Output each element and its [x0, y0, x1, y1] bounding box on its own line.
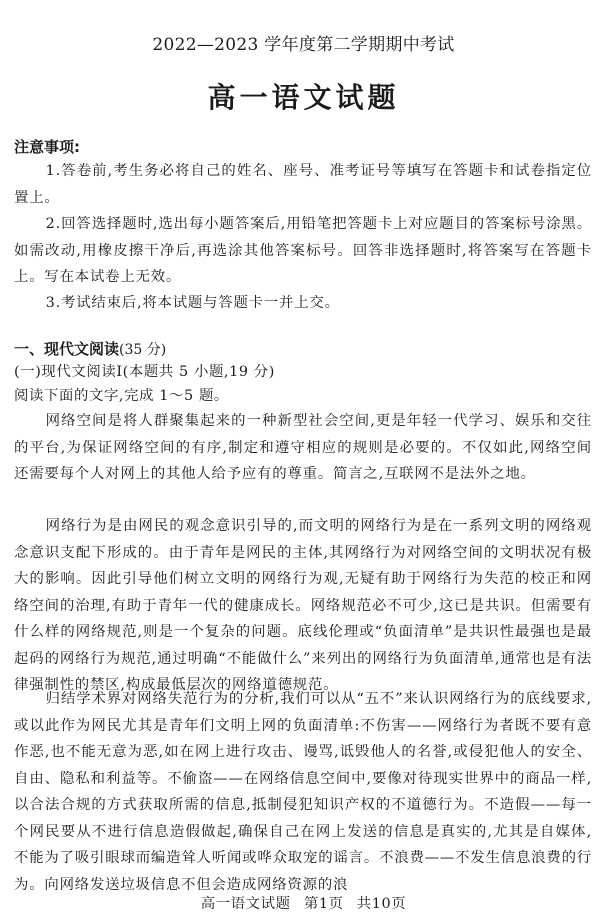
- notice-heading: 注意事项:: [14, 138, 80, 156]
- notice-item-2: 2.回答选择题时,选出每小题答案后,用铅笔把答题卡上对应题目的答案标号涂黑。如需改动,用橡皮擦干净后,再选涂其他答案标号。回答非选择题时,将答案写在答题卡上。写在本试卷上无效。: [14, 216, 592, 285]
- subsection-heading: (一)现代文阅读Ⅰ(本题共 5 小题,19 分): [14, 364, 275, 380]
- footer-subject: 高一语文试题: [200, 896, 291, 912]
- footer-page-number: 第1页: [303, 896, 344, 912]
- passage-paragraph-1: 网络空间是将人群聚集起来的一种新型社会空间,更是年轻一代学习、娱乐和交往的平台,为保证网络空间的有序,制定和遵守相应的规则是必要的。不仅如此,网络空间还需要每个人对网上的其他人给予应有的尊重。简言之,互联网不是法外之地。: [14, 413, 592, 482]
- footer-page-total: 共10页: [356, 896, 407, 912]
- passage-paragraph-3: 归结学术界对网络失范行为的分析,我们可以从“五不”来认识网络行为的底线要求,或以此作为网民尤其是青年们文明上网的负面清单:不伤害——网络行为者既不要有意作恶,也不能无意为恶,如在网上进行攻击、谩骂,诋毁他人的名誉,或侵犯他人的安全、自由、隐私和利益等。不偷盗——在网络信息空间中,要像对待现实世界中的商品一样,以合法合规的方式获取所需的信息,抵制侵犯知识产权的不道德行为。不造假——每一个网民要从不进行信息造假做起,确保自己在网上发送的信息是真实的,尤其是自媒体,不能为了吸引眼球而编造耸人听闻或哗众取宠的谣言。不浪费——不发生信息浪费的行为。向网络发送垃圾信息不但会造成网络资源的浪: [14, 691, 592, 893]
- section-title: 一、现代文阅读: [14, 340, 120, 358]
- page-footer: [0, 892, 607, 913]
- page-title: 高一语文试题: [207, 81, 400, 114]
- notice-item-3: 3.考试结束后,将本试题与答题卡一并上交。: [45, 295, 340, 311]
- notice-item-1: 1.答卷前,考生务必将自己的姓名、座号、准考证号等填写在答题卡和试卷指定位置上。: [14, 163, 592, 206]
- section-heading: [14, 338, 166, 359]
- passage-paragraph-2: 网络行为是由网民的观念意识引导的,而文明的网络行为是在一系列文明的网络观念意识支配下形成的。由于青年是网民的主体,其网络行为对网络空间的文明状况有极大的影响。因此引导他们树立文明的网络行为观,无疑有助于网络行为失范的校正和网络空间的治理,有助于青年一代的健康成长。网络规范必不可少,这已是共识。但需要有什么样的网络规范,则是一个复杂的问题。底线伦理或“负面清单”是共识性最强也是最起码的网络行为规范,通过明确“不能做什么”来列出的网络行为负面清单,通常也是有法律强制性的禁区,构成最低层次的网络道德规范。: [14, 518, 592, 693]
- exam-term-line: 2022—2023 学年度第二学期期中考试: [152, 35, 455, 55]
- section-score: (35 分): [119, 342, 167, 358]
- reading-instruction: 阅读下面的文字,完成 1～5 题。: [14, 388, 229, 404]
